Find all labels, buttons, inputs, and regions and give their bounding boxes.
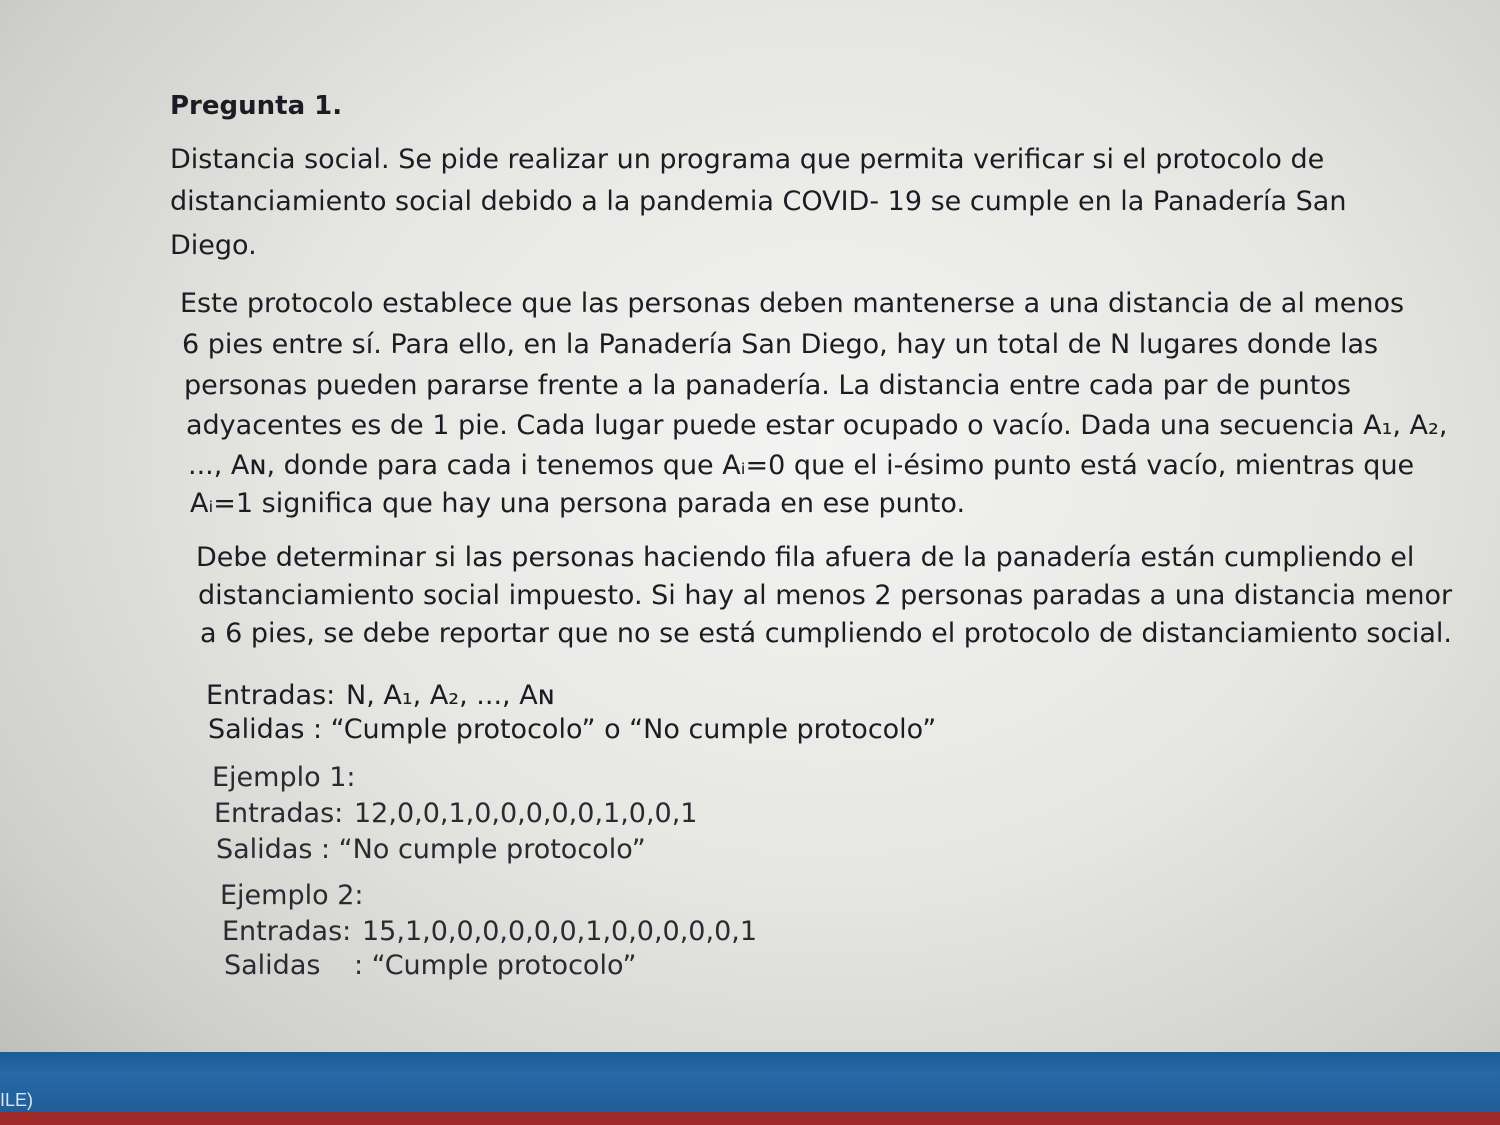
example1-heading: Ejemplo 1: (212, 762, 356, 793)
example2-outputs-value: : “Cumple protocolo” (354, 950, 637, 981)
para2-line-6: Aᵢ=1 significa que hay una persona parada en ese punto. (190, 488, 966, 519)
para1-line-3: Diego. (170, 230, 257, 261)
para3-line-3: a 6 pies, se debe reportar que no se está cumpliendo el protocolo de distanciamiento social. (200, 618, 1452, 649)
question-title: Pregunta 1. (170, 91, 343, 121)
para1-line-1: Distancia social. Se pide realizar un programa que permita verificar si el protocolo de (170, 144, 1325, 175)
para1-line-2: distanciamiento social debido a la pandemia COVID- 19 se cumple en la Panadería San (170, 186, 1347, 217)
example1-outputs-value: : “No cumple protocolo” (321, 834, 646, 865)
example2-heading: Ejemplo 2: (220, 880, 364, 911)
spec-outputs (208, 710, 1323, 750)
example2-outputs (224, 946, 1339, 986)
para2-line-1: Este protocolo establece que las personas deben mantenerse a una distancia de al menos (180, 288, 1405, 319)
example1-inputs-label: Entradas: (214, 798, 344, 829)
para3-line-1: Debe determinar si las personas haciendo fila afuera de la panadería están cumpliendo el (196, 542, 1415, 573)
para2-line-5: ..., Aɴ, donde para cada i tenemos que Aᵢ=0 que el i-ésimo punto está vacío, mientras que (188, 450, 1415, 481)
para2-line-4: adyacentes es de 1 pie. Cada lugar puede estar ocupado o vacío. Dada una secuencia A₁, A₂, (186, 410, 1448, 441)
example1-outputs-label: Salidas (216, 834, 313, 865)
example1-inputs (214, 794, 1329, 834)
para2-line-2: 6 pies entre sí. Para ello, en la Panadería San Diego, hay un total de N lugares donde las (182, 329, 1379, 360)
taskbar-label: ILE) (0, 1090, 34, 1110)
example2-inputs-value: 15,1,0,0,0,0,0,0,1,0,0,0,0,0,1 (362, 916, 758, 947)
example1-outputs (216, 830, 1331, 870)
para2-line-3: personas pueden pararse frente a la panadería. La distancia entre cada par de puntos (184, 370, 1351, 401)
example2-outputs-label: Salidas (224, 950, 321, 981)
para3-line-2: distanciamiento social impuesto. Si hay al menos 2 personas paradas a una distancia menor (198, 580, 1453, 611)
spec-outputs-label: Salidas (208, 714, 305, 745)
spec-inputs-label: Entradas: (206, 680, 336, 711)
taskbar-edge (0, 1112, 1500, 1125)
example1-inputs-value: 12,0,0,1,0,0,0,0,0,1,0,0,1 (354, 798, 698, 829)
spec-outputs-value: : “Cumple protocolo” o “No cumple protocolo” (313, 714, 937, 745)
example2-inputs-label: Entradas: (222, 916, 352, 947)
spec-inputs-value: N, A₁, A₂, ..., Aɴ (346, 680, 555, 711)
